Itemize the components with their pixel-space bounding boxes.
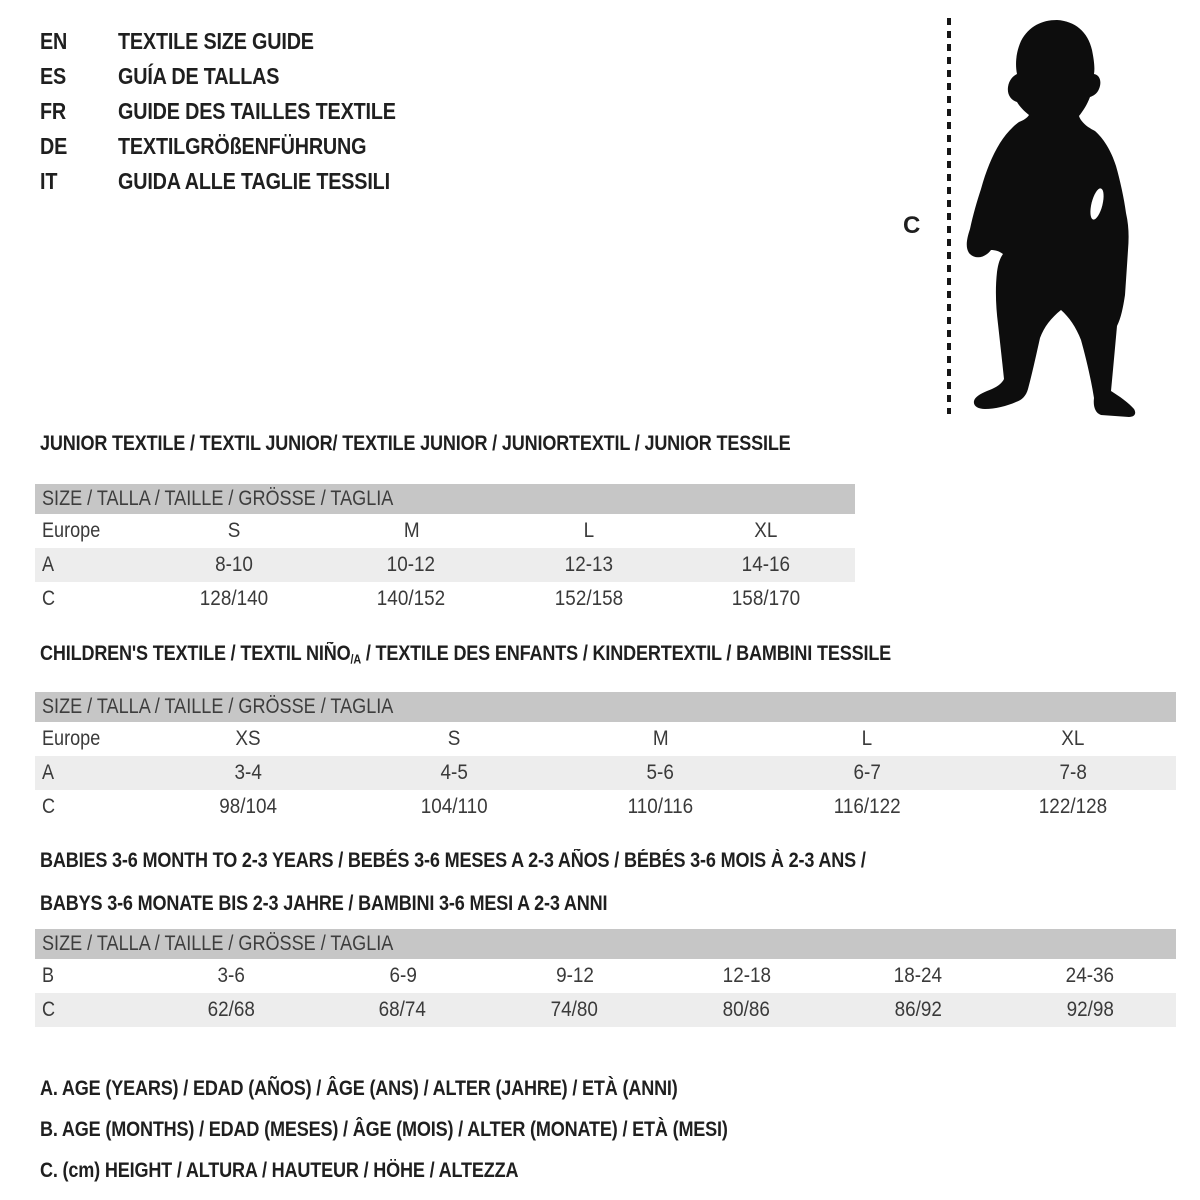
language-title: TEXTILGRÖßENFÜHRUNG — [118, 133, 367, 159]
babies-size-table — [35, 929, 1176, 1027]
height-measure-label: C — [903, 212, 921, 239]
row-label: C — [42, 998, 56, 1021]
language-row-fr — [40, 94, 441, 129]
table-row-height-cm: C 98/104 104/110 110/116 116/122 122/128 — [35, 790, 1176, 824]
language-row-de — [40, 129, 441, 164]
language-code: FR — [40, 98, 67, 124]
table-row-age-months: B 3-6 6-9 9-12 12-18 18-24 24-36 — [35, 959, 1176, 993]
language-code: DE — [40, 133, 68, 159]
children-section-title: CHILDREN'S TEXTILE / TEXTIL NIÑO/A / TEXTILE DES ENFANTS / KINDERTEXTIL / BAMBINI TESSILE — [40, 642, 892, 667]
toddler-silhouette-image — [945, 8, 1155, 428]
table-row-sizes: Europe XS S M L XL — [35, 722, 1176, 756]
junior-section-title: JUNIOR TEXTILE / TEXTIL JUNIOR/ TEXTILE JUNIOR / JUNIORTEXTIL / JUNIOR TESSILE — [40, 432, 791, 455]
language-code: EN — [40, 28, 68, 54]
size-header-bar: SIZE / TALLA / TAILLE / GRÖSSE / TAGLIA — [35, 692, 1176, 722]
language-title: TEXTILE SIZE GUIDE — [118, 28, 314, 54]
language-title: GUIDA ALLE TAGLIE TESSILI — [118, 168, 390, 194]
table-row-age-years: A 8-10 10-12 12-13 14-16 — [35, 548, 855, 582]
row-label: C — [42, 587, 56, 610]
row-label: A — [42, 553, 55, 576]
babies-section-title-line2: BABYS 3-6 MONATE BIS 2-3 JAHRE / BAMBINI 3-6 MESI A 2-3 ANNI — [40, 892, 608, 915]
table-row-age-years: A 3-4 4-5 5-6 6-7 7-8 — [35, 756, 1176, 790]
language-code: IT — [40, 168, 58, 194]
row-label: A — [42, 761, 55, 784]
legend-line-c: C. (cm) HEIGHT / ALTURA / HAUTEUR / HÖHE / ALTEZZA — [40, 1159, 519, 1182]
junior-size-table — [35, 484, 855, 616]
measurement-legend — [40, 1068, 840, 1191]
table-row-height-cm: C 128/140 140/152 152/158 158/170 — [35, 582, 855, 616]
language-header — [40, 24, 441, 199]
table-row-sizes: Europe S M L XL — [35, 514, 855, 548]
region-label: Europe — [42, 727, 101, 750]
legend-line-a: A. AGE (YEARS) / EDAD (AÑOS) / ÂGE (ANS) / ALTER (JAHRE) / ETÀ (ANNI) — [40, 1077, 678, 1100]
language-row-it — [40, 164, 441, 199]
table-row-height-cm: C 62/68 68/74 74/80 80/86 86/92 92/98 — [35, 993, 1176, 1027]
row-label: B — [42, 964, 55, 987]
language-title: GUIDE DES TAILLES TEXTILE — [118, 98, 396, 124]
size-header-bar: SIZE / TALLA / TAILLE / GRÖSSE / TAGLIA — [35, 929, 1176, 959]
children-size-table — [35, 692, 1176, 824]
babies-section-title-line1: BABIES 3-6 MONTH TO 2-3 YEARS / BEBÉS 3-6 MESES A 2-3 AÑOS / BÉBÉS 3-6 MOIS À 2-3 ANS / — [40, 849, 866, 872]
language-title: GUÍA DE TALLAS — [118, 63, 280, 89]
nino-a-subscript: /A — [350, 652, 362, 667]
language-row-es — [40, 59, 441, 94]
language-code: ES — [40, 63, 67, 89]
size-header-bar: SIZE / TALLA / TAILLE / GRÖSSE / TAGLIA — [35, 484, 855, 514]
language-row-en — [40, 24, 441, 59]
row-label: C — [42, 795, 56, 818]
region-label: Europe — [42, 519, 101, 542]
legend-line-b: B. AGE (MONTHS) / EDAD (MESES) / ÂGE (MOIS) / ALTER (MONATE) / ETÀ (MESI) — [40, 1118, 728, 1141]
